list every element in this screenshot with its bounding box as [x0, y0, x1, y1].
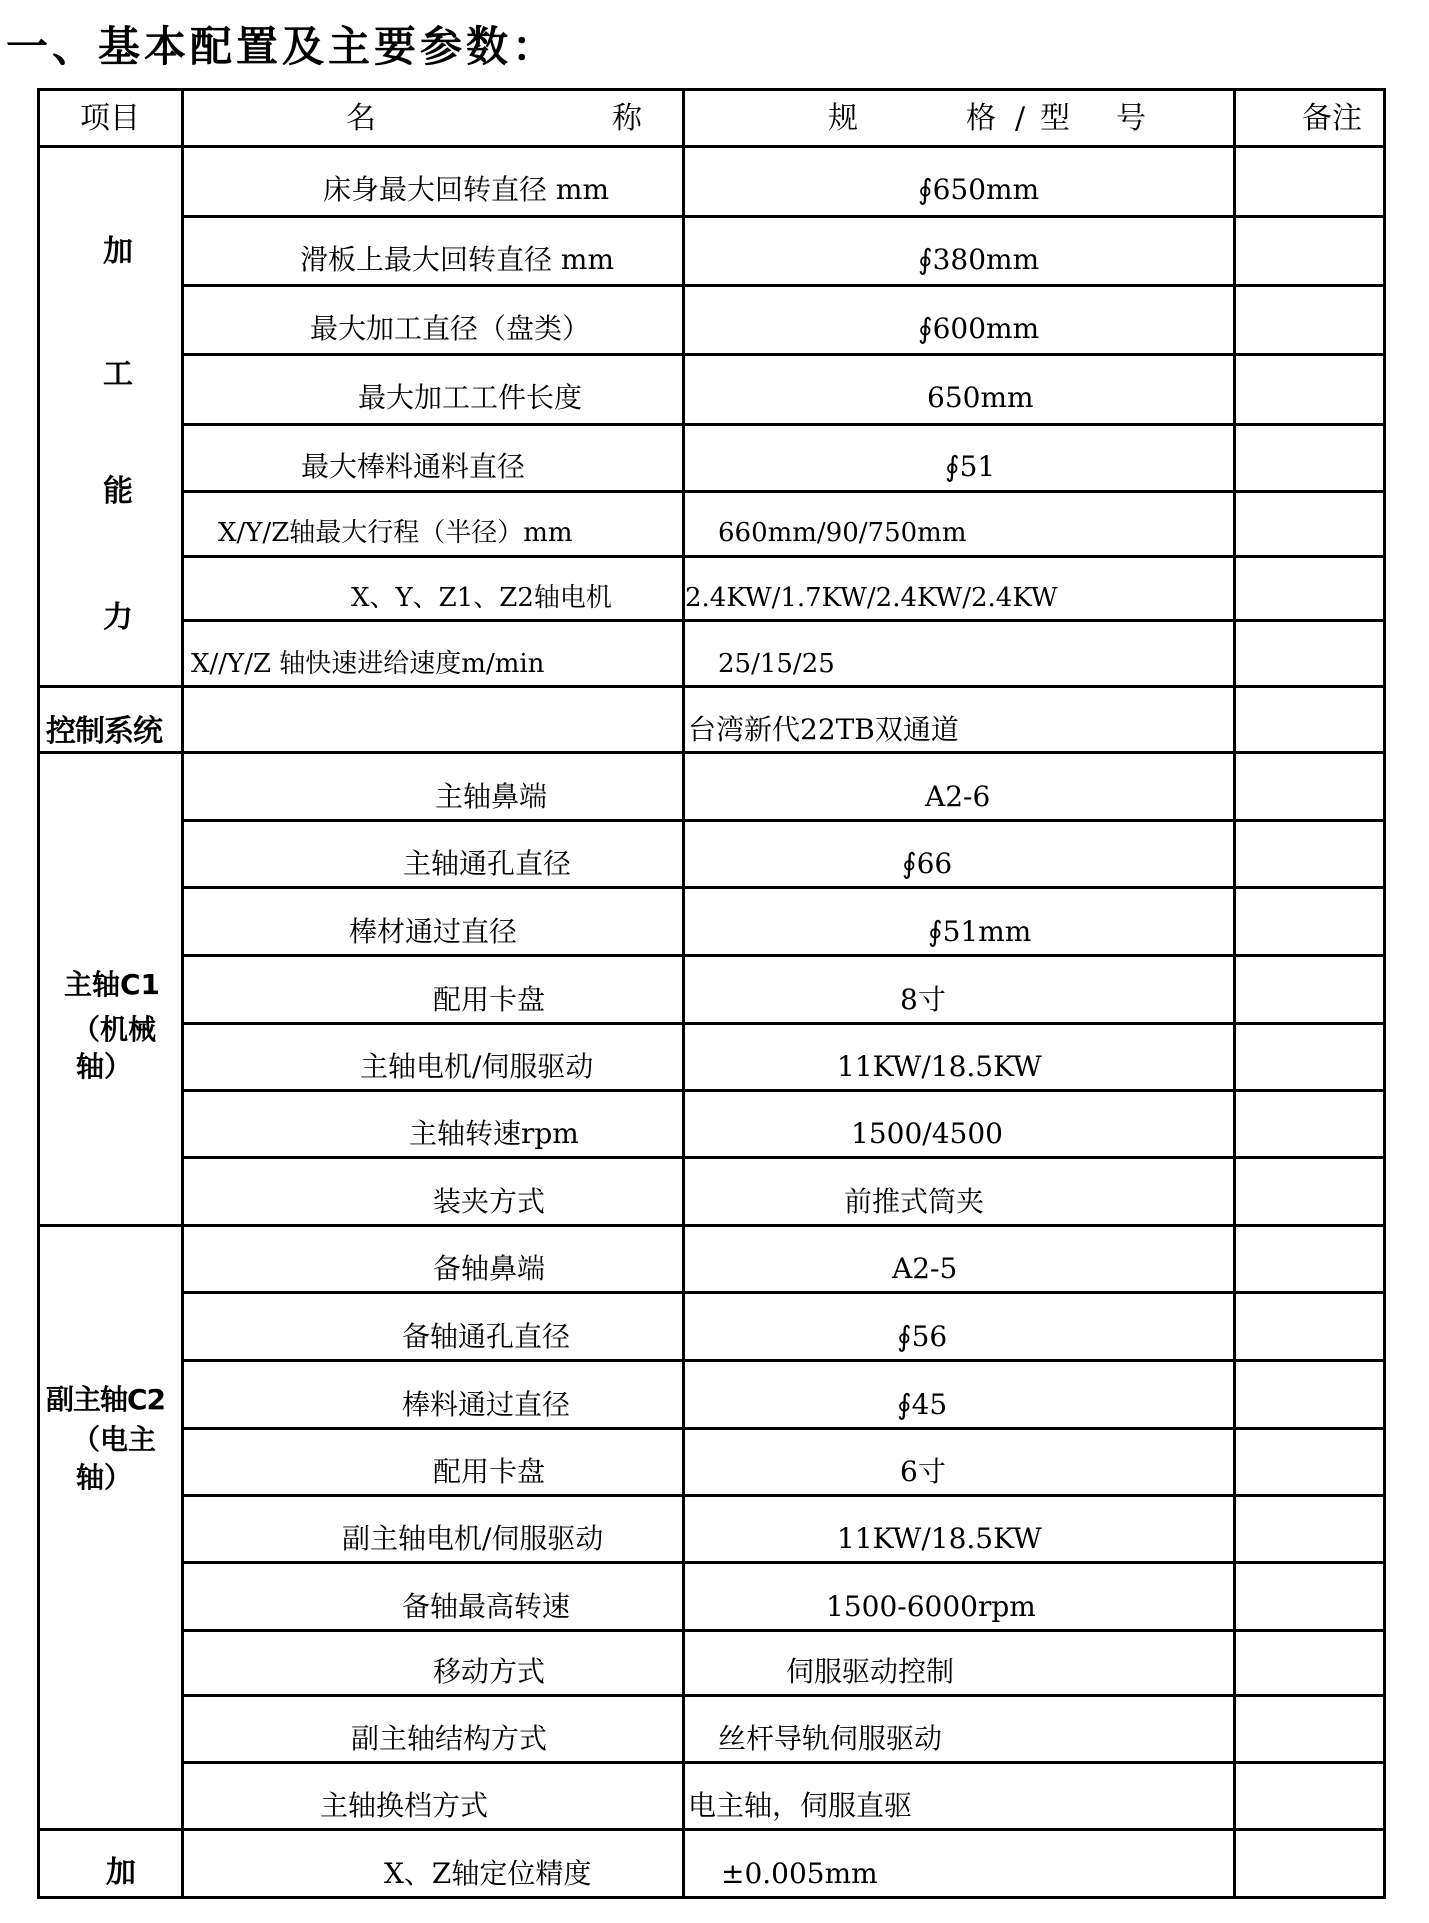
row-spec: A2-6 — [925, 780, 991, 813]
row-name: X、Y、Z1、Z2轴电机 — [351, 583, 612, 613]
row-name: X/Y/Z轴最大行程（半径）mm — [218, 518, 573, 548]
control-system-value: 台湾新代22TB双通道 — [688, 713, 959, 746]
row-spec: 8寸 — [900, 983, 946, 1016]
row-divider — [181, 819, 1386, 822]
row-divider — [181, 1761, 1386, 1764]
row-divider — [181, 490, 1386, 493]
group-divider — [37, 1828, 1386, 1831]
row-spec: ∮45 — [897, 1388, 948, 1421]
row-divider — [181, 1427, 1386, 1430]
table-border-right — [1383, 88, 1386, 1898]
column-divider-1 — [181, 88, 184, 1898]
row-divider — [181, 555, 1386, 558]
row-divider — [181, 1291, 1386, 1294]
row-spec: ∮56 — [897, 1320, 948, 1353]
row-name: 移动方式 — [433, 1655, 546, 1688]
row-spec: 6寸 — [900, 1455, 946, 1488]
row-spec: 25/15/25 — [718, 649, 835, 679]
row-name: 最大加工工件长度 — [358, 381, 583, 414]
header-name-1: 名 — [346, 101, 376, 136]
row-name: 备轴最高转速 — [402, 1590, 571, 1623]
section-title: 一、基本配置及主要参数： — [6, 22, 559, 71]
row-spec: 1500/4500 — [851, 1117, 1003, 1150]
row-divider — [181, 1629, 1386, 1632]
group-accuracy: 加 — [106, 1855, 136, 1890]
row-spec: ±0.005mm — [721, 1857, 878, 1890]
row-name: 主轴鼻端 — [435, 780, 548, 813]
row-name: 备轴鼻端 — [433, 1252, 546, 1285]
row-spec: 伺服驱动控制 — [786, 1655, 955, 1688]
table-border-bottom — [37, 1896, 1386, 1899]
header-spec-3: 型 — [1040, 101, 1070, 136]
header-item: 项目 — [80, 101, 140, 136]
header-note: 备注 — [1302, 101, 1362, 136]
header-divider — [37, 145, 1386, 148]
row-spec: 1500-6000rpm — [826, 1590, 1036, 1623]
row-divider — [181, 1359, 1386, 1362]
group-label-line: （机械 — [72, 1013, 157, 1046]
row-name: 副主轴电机/伺服驱动 — [342, 1522, 604, 1555]
row-name: X//Y/Z 轴快速进给速度m/min — [191, 649, 545, 679]
row-name: 棒材通过直径 — [349, 915, 518, 948]
group-label-char: 工 — [103, 357, 133, 392]
header-spec-4: 号 — [1116, 101, 1146, 136]
group-control-system: 控制系统 — [46, 714, 162, 749]
group-label-line: （电主 — [72, 1423, 157, 1456]
row-divider — [181, 284, 1386, 287]
row-spec: 650mm — [927, 381, 1034, 414]
row-divider — [181, 619, 1386, 622]
group-label-char: 能 — [103, 474, 133, 509]
column-divider-2 — [682, 88, 685, 1898]
row-spec: 660mm/90/750mm — [718, 518, 967, 548]
row-name: 主轴通孔直径 — [403, 847, 572, 880]
row-spec: 11KW/18.5KW — [837, 1522, 1042, 1555]
group-divider — [37, 1224, 1386, 1227]
row-spec: 电主轴，伺服直驱 — [688, 1789, 913, 1822]
row-name: 配用卡盘 — [433, 983, 546, 1016]
row-divider — [181, 1561, 1386, 1564]
header-spec-2: 格 — [966, 101, 996, 136]
row-divider — [181, 1156, 1386, 1159]
row-name: 主轴换档方式 — [320, 1789, 489, 1822]
group-label-char: 加 — [103, 234, 133, 269]
column-divider-3 — [1233, 88, 1236, 1898]
row-spec: ∮51mm — [928, 915, 1032, 948]
group-label-line: 副主轴C2 — [46, 1383, 166, 1416]
row-spec: ∮66 — [902, 847, 953, 880]
header-name-2: 称 — [612, 101, 642, 136]
header-spec-slash: / — [1015, 101, 1026, 136]
row-divider — [181, 423, 1386, 426]
row-divider — [181, 886, 1386, 889]
row-name: 备轴通孔直径 — [402, 1320, 571, 1353]
row-name: 棒料通过直径 — [402, 1388, 571, 1421]
table-border-left — [37, 88, 40, 1898]
row-divider — [181, 954, 1386, 957]
header-spec-1: 规 — [828, 101, 858, 136]
row-divider — [181, 1089, 1386, 1092]
row-spec: 11KW/18.5KW — [837, 1050, 1042, 1083]
group-label-char: 力 — [103, 600, 133, 635]
row-name: X、Z轴定位精度 — [384, 1857, 592, 1890]
row-spec: 丝杆导轨伺服驱动 — [718, 1722, 943, 1755]
row-spec: A2-5 — [892, 1252, 958, 1285]
row-spec: 2.4KW/1.7KW/2.4KW/2.4KW — [685, 583, 1058, 613]
row-name: 主轴转速rpm — [409, 1117, 579, 1150]
group-divider — [37, 685, 1386, 688]
row-divider — [181, 215, 1386, 218]
row-name: 装夹方式 — [433, 1185, 546, 1218]
group-label-line: 主轴C1 — [64, 968, 161, 1001]
row-divider — [181, 353, 1386, 356]
group-label-line: 轴） — [76, 1461, 133, 1494]
table-border-top — [37, 88, 1386, 91]
row-spec: ∮650mm — [918, 173, 1040, 206]
row-name: 副主轴结构方式 — [351, 1722, 548, 1755]
row-divider — [181, 1494, 1386, 1497]
row-divider — [181, 1694, 1386, 1697]
row-name: 床身最大回转直径 mm — [323, 173, 610, 206]
row-spec: 前推式筒夹 — [844, 1185, 985, 1218]
row-name: 滑板上最大回转直径 mm — [300, 243, 615, 276]
group-label-line: 轴） — [76, 1050, 133, 1083]
row-spec: ∮600mm — [918, 312, 1040, 345]
row-spec: ∮51 — [945, 450, 996, 483]
row-spec: ∮380mm — [918, 243, 1040, 276]
group-divider — [37, 751, 1386, 754]
row-name: 配用卡盘 — [433, 1455, 546, 1488]
row-divider — [181, 1022, 1386, 1025]
row-name: 最大加工直径（盘类） — [310, 312, 591, 345]
row-name: 主轴电机/伺服驱动 — [360, 1050, 594, 1083]
row-name: 最大棒料通料直径 — [301, 450, 526, 483]
